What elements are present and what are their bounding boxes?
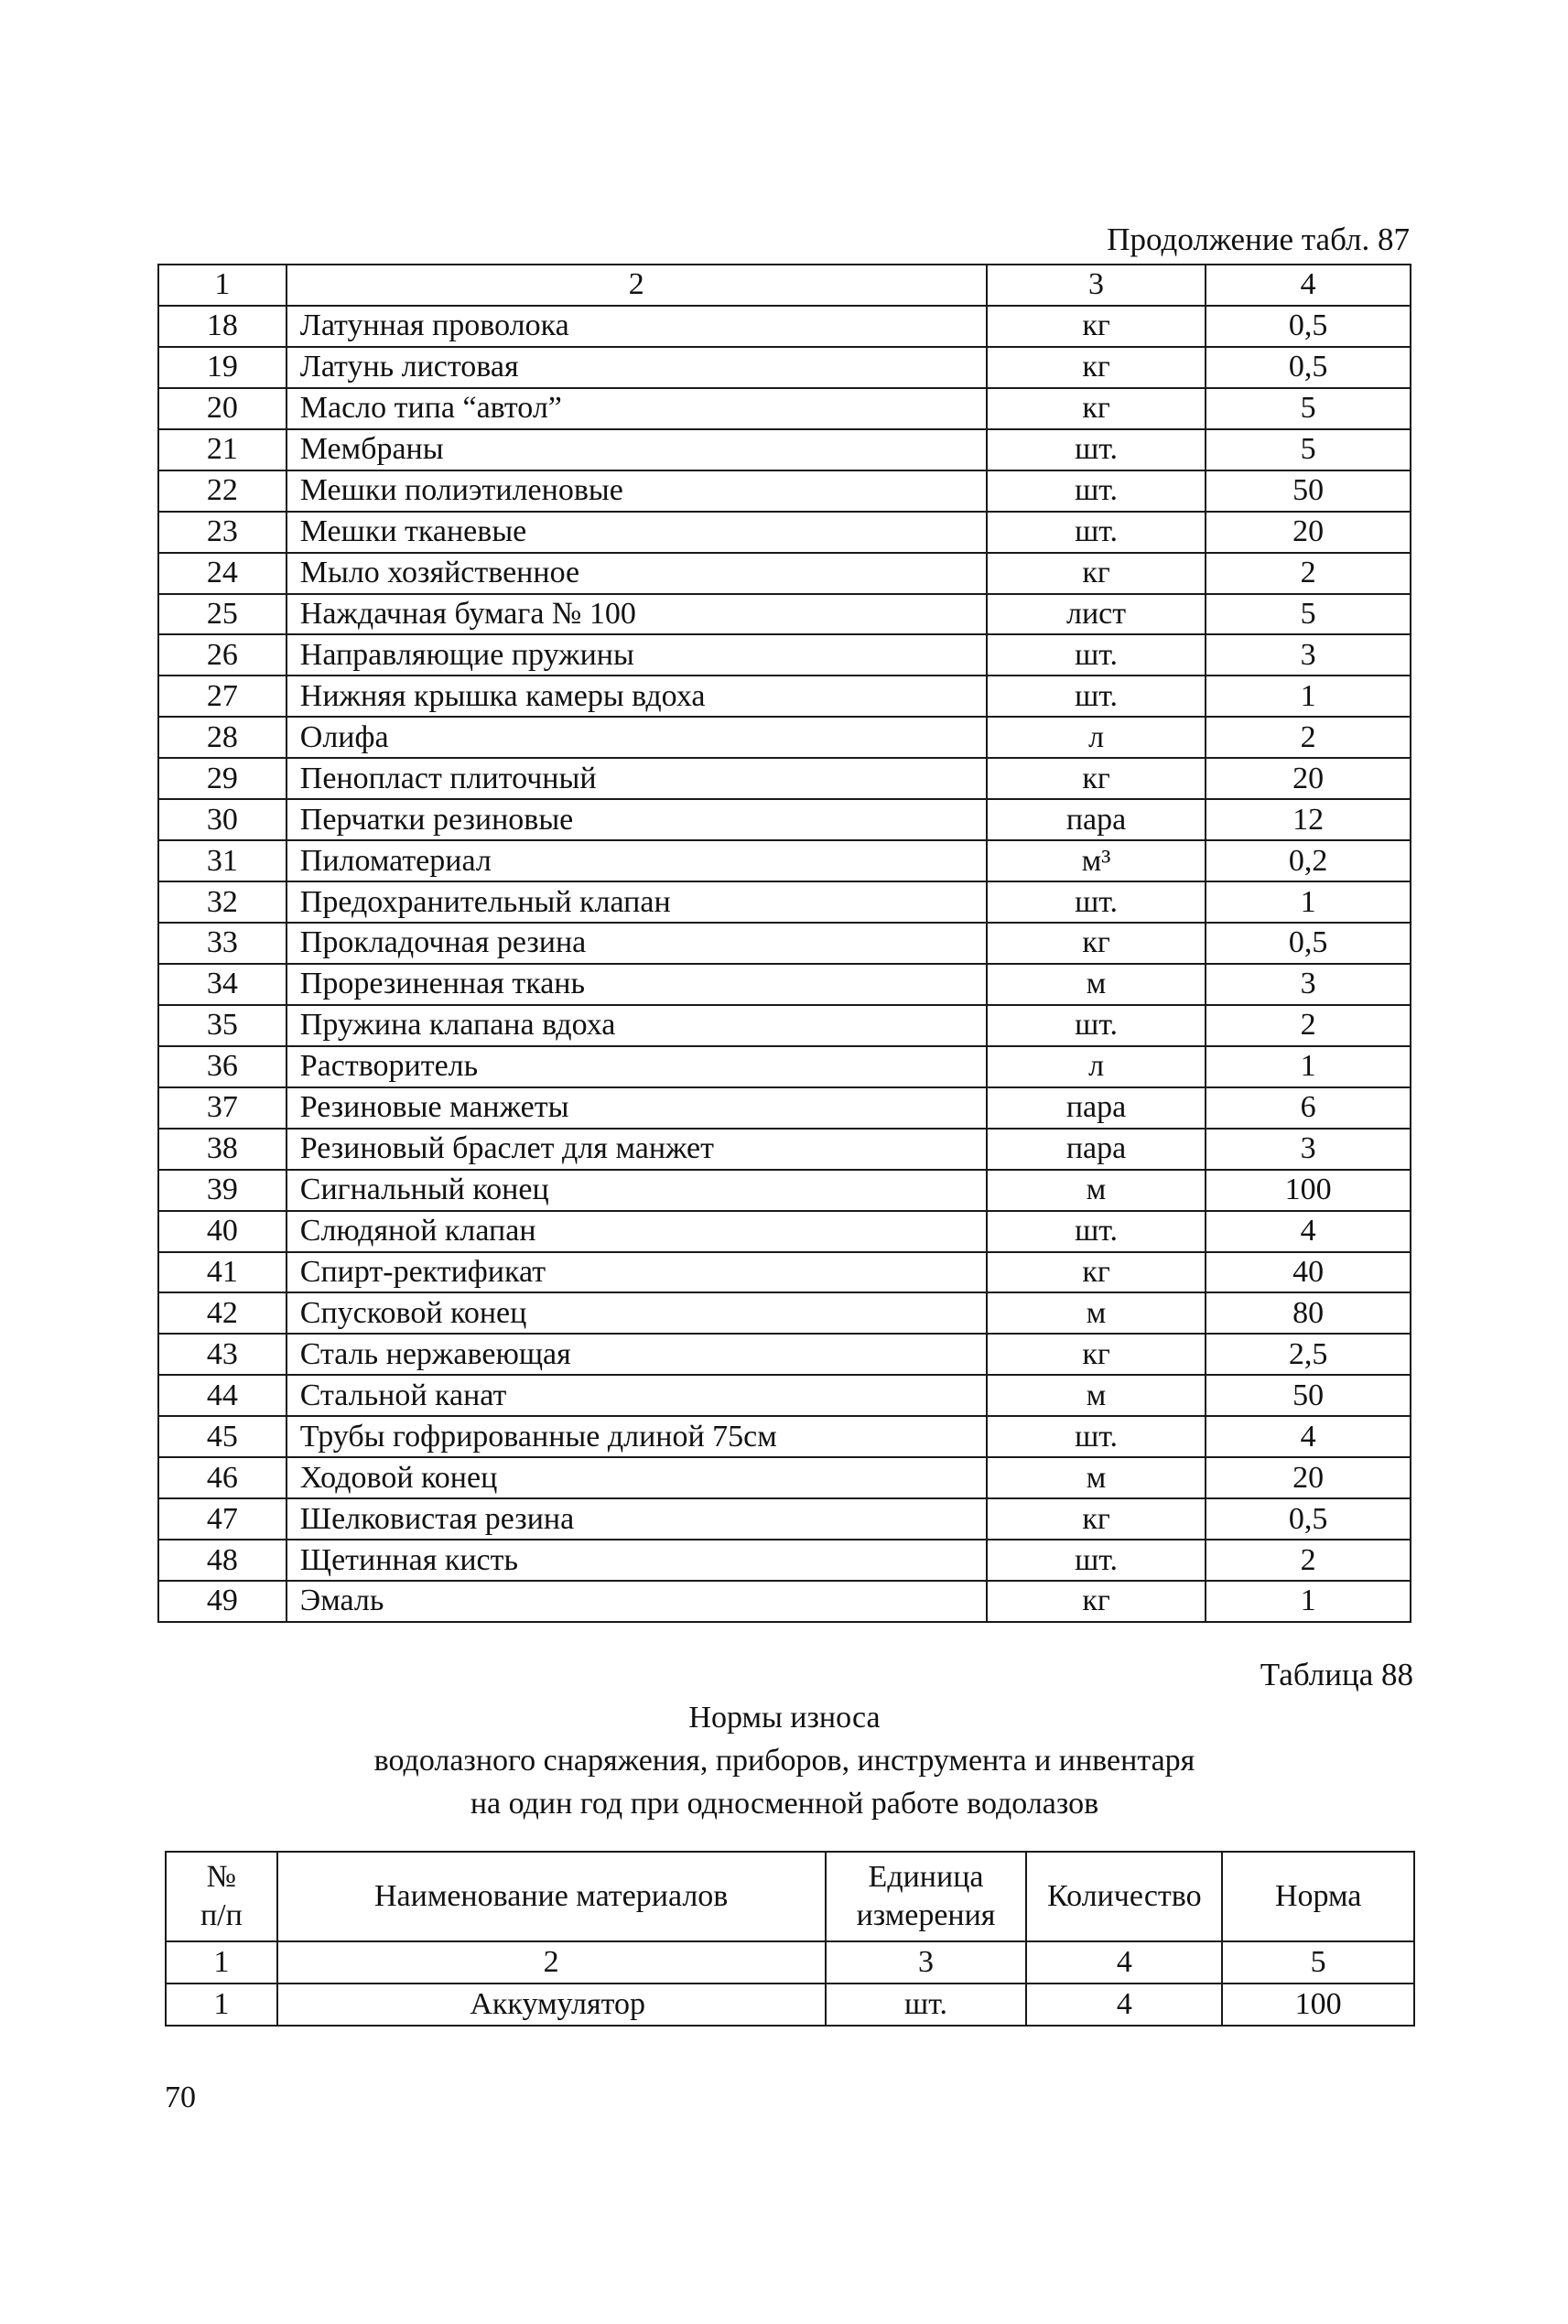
- row-num: 39: [158, 1170, 287, 1211]
- table-88-title-line: на один год при односменной работе водолазов: [470, 1787, 1099, 1821]
- row-unit: шт.: [987, 429, 1206, 470]
- header-qty: Количество: [1026, 1852, 1222, 1941]
- row-num: 34: [158, 964, 287, 1005]
- row-name: Наждачная бумага № 100: [287, 594, 987, 635]
- row-qty: 5: [1206, 429, 1411, 470]
- row-qty: 4: [1026, 1984, 1222, 2026]
- row-name: Спирт-ректификат: [287, 1252, 987, 1293]
- row-name: Эмаль: [287, 1581, 987, 1622]
- row-qty: 3: [1206, 1129, 1411, 1170]
- table-row: [158, 429, 1411, 470]
- table-87-index-cell: 3: [987, 265, 1206, 306]
- table-87-continuation-label: Продолжение табл. 87: [1107, 222, 1410, 257]
- header-unit-line: Единица: [868, 1860, 984, 1894]
- table-87-index-cell: 4: [1206, 265, 1411, 306]
- row-unit: м: [987, 1457, 1206, 1498]
- table-row: [158, 1375, 1411, 1416]
- row-name: Спусковой конец: [287, 1292, 987, 1334]
- row-unit: м: [987, 1292, 1206, 1334]
- row-num: 18: [158, 306, 287, 347]
- row-unit: кг: [987, 388, 1206, 429]
- row-unit: кг: [987, 1498, 1206, 1540]
- table-88-index-cell: 5: [1222, 1941, 1414, 1984]
- table-row: [158, 1129, 1411, 1170]
- row-num: 49: [158, 1581, 287, 1622]
- row-unit: кг: [987, 1581, 1206, 1622]
- row-name: Стальной канат: [287, 1375, 987, 1416]
- row-unit: шт.: [987, 881, 1206, 923]
- table-row: [158, 676, 1411, 717]
- header-num: [166, 1852, 277, 1941]
- table-row: [158, 1416, 1411, 1457]
- table-row: [158, 553, 1411, 594]
- row-unit: пара: [987, 1129, 1206, 1170]
- row-num: 22: [158, 470, 287, 512]
- row-name: Слюдяной клапан: [287, 1211, 987, 1252]
- row-num: 48: [158, 1540, 287, 1581]
- table-88-title-line: Нормы износа: [688, 1701, 881, 1735]
- table-87-index-cell: 1: [158, 265, 287, 306]
- row-num: 23: [158, 512, 287, 553]
- row-name: Масло типа “автол”: [287, 388, 987, 429]
- row-unit: шт.: [987, 470, 1206, 512]
- row-name: Мешки полиэтиленовые: [287, 470, 987, 512]
- row-num: 47: [158, 1498, 287, 1540]
- row-unit: кг: [987, 306, 1206, 347]
- row-name: Прорезиненная ткань: [287, 964, 987, 1005]
- row-unit: лист: [987, 594, 1206, 635]
- header-norm: Норма: [1222, 1852, 1414, 1941]
- row-unit: кг: [987, 1252, 1206, 1293]
- row-norm: 100: [1222, 1984, 1414, 2026]
- row-num: 32: [158, 881, 287, 923]
- table-row: [158, 1005, 1411, 1046]
- row-qty: 6: [1206, 1087, 1411, 1129]
- row-qty: 2: [1206, 553, 1411, 594]
- row-unit: кг: [987, 758, 1206, 799]
- row-unit: шт.: [987, 1211, 1206, 1252]
- row-num: 27: [158, 676, 287, 717]
- row-qty: 0,5: [1206, 347, 1411, 388]
- row-num: 45: [158, 1416, 287, 1457]
- table-88-index-cell: 1: [166, 1941, 277, 1984]
- table-88: [165, 1851, 1415, 2027]
- table-88-index-cell: 2: [277, 1941, 826, 1984]
- row-name: Латунная проволока: [287, 306, 987, 347]
- row-name: Пиломатериал: [287, 840, 987, 881]
- row-qty: 1: [1206, 676, 1411, 717]
- row-name: Шелковистая резина: [287, 1498, 987, 1540]
- row-num: 38: [158, 1129, 287, 1170]
- row-name: Мыло хозяйственное: [287, 553, 987, 594]
- table-row: [158, 840, 1411, 881]
- table-88-index-cell: 4: [1026, 1941, 1222, 1984]
- row-qty: 80: [1206, 1292, 1411, 1334]
- row-qty: 12: [1206, 799, 1411, 840]
- row-qty: 2: [1206, 717, 1411, 758]
- table-88-label: Таблица 88: [1260, 1657, 1413, 1692]
- table-87-index-row: [158, 265, 1411, 306]
- table-row: [158, 388, 1411, 429]
- row-num: 26: [158, 634, 287, 676]
- page-number: 70: [165, 2081, 196, 2114]
- table-row: [158, 799, 1411, 840]
- row-qty: 4: [1206, 1416, 1411, 1457]
- row-qty: 0,2: [1206, 840, 1411, 881]
- row-name: Растворитель: [287, 1046, 987, 1087]
- row-qty: 4: [1206, 1211, 1411, 1252]
- row-name: Аккумулятор: [277, 1984, 826, 2026]
- table-row: [158, 594, 1411, 635]
- row-qty: 20: [1206, 1457, 1411, 1498]
- row-num: 29: [158, 758, 287, 799]
- row-qty: 5: [1206, 594, 1411, 635]
- table-88-body: [166, 1941, 1414, 2026]
- row-num: 43: [158, 1334, 287, 1375]
- table-row: [158, 964, 1411, 1005]
- row-unit: л: [987, 1046, 1206, 1087]
- table-88-index-cell: 3: [826, 1941, 1027, 1984]
- table-88-header-row: [166, 1852, 1414, 1941]
- row-qty: 0,5: [1206, 923, 1411, 964]
- table-row: [158, 717, 1411, 758]
- table-row: [158, 347, 1411, 388]
- row-num: 31: [158, 840, 287, 881]
- row-qty: 1: [1206, 1581, 1411, 1622]
- row-name: Перчатки резиновые: [287, 799, 987, 840]
- row-num: 30: [158, 799, 287, 840]
- row-unit: кг: [987, 553, 1206, 594]
- row-num: 28: [158, 717, 287, 758]
- table-row: [158, 1170, 1411, 1211]
- table-row: [158, 1457, 1411, 1498]
- header-name: Наименование материалов: [277, 1852, 826, 1941]
- row-unit: шт.: [987, 634, 1206, 676]
- row-name: Резиновые манжеты: [287, 1087, 987, 1129]
- table-row: [158, 1334, 1411, 1375]
- table-row: [158, 758, 1411, 799]
- table-row: [158, 512, 1411, 553]
- row-unit: м: [987, 964, 1206, 1005]
- table-row: [158, 634, 1411, 676]
- row-unit: кг: [987, 923, 1206, 964]
- row-name: Латунь листовая: [287, 347, 987, 388]
- row-unit: л: [987, 717, 1206, 758]
- table-row: [158, 1540, 1411, 1581]
- row-num: 36: [158, 1046, 287, 1087]
- row-qty: 5: [1206, 388, 1411, 429]
- row-name: Олифа: [287, 717, 987, 758]
- table-row: [166, 1984, 1414, 2026]
- row-qty: 2: [1206, 1005, 1411, 1046]
- row-num: 25: [158, 594, 287, 635]
- row-qty: 1: [1206, 881, 1411, 923]
- row-unit: м³: [987, 840, 1206, 881]
- row-name: Сталь нержавеющая: [287, 1334, 987, 1375]
- row-name: Направляющие пружины: [287, 634, 987, 676]
- row-name: Мешки тканевые: [287, 512, 987, 553]
- row-name: Ходовой конец: [287, 1457, 987, 1498]
- row-num: 42: [158, 1292, 287, 1334]
- table-row: [158, 923, 1411, 964]
- table-row: [158, 1581, 1411, 1622]
- table-row: [158, 1498, 1411, 1540]
- row-qty: 50: [1206, 470, 1411, 512]
- table-87-body: [158, 306, 1411, 1622]
- row-num: 37: [158, 1087, 287, 1129]
- row-num: 1: [166, 1984, 277, 2026]
- row-num: 41: [158, 1252, 287, 1293]
- row-qty: 2: [1206, 1540, 1411, 1581]
- row-qty: 100: [1206, 1170, 1411, 1211]
- row-unit: шт.: [987, 1540, 1206, 1581]
- row-qty: 3: [1206, 964, 1411, 1005]
- table-row: [158, 1292, 1411, 1334]
- row-qty: 0,5: [1206, 306, 1411, 347]
- row-unit: м: [987, 1170, 1206, 1211]
- row-name: Щетинная кисть: [287, 1540, 987, 1581]
- row-num: 19: [158, 347, 287, 388]
- row-unit: шт.: [987, 1416, 1206, 1457]
- header-num-line: №: [206, 1860, 237, 1894]
- row-qty: 40: [1206, 1252, 1411, 1293]
- table-row: [158, 1252, 1411, 1293]
- row-name: Мембраны: [287, 429, 987, 470]
- table-row: [158, 881, 1411, 923]
- row-qty: 0,5: [1206, 1498, 1411, 1540]
- table-88-index-row: [166, 1941, 1414, 1984]
- row-name: Прокладочная резина: [287, 923, 987, 964]
- row-num: 40: [158, 1211, 287, 1252]
- row-name: Нижняя крышка камеры вдоха: [287, 676, 987, 717]
- row-name: Пружина клапана вдоха: [287, 1005, 987, 1046]
- table-88-title: [157, 1696, 1411, 1825]
- header-unit-line: измерения: [856, 1898, 996, 1932]
- row-num: 33: [158, 923, 287, 964]
- row-name: Сигнальный конец: [287, 1170, 987, 1211]
- row-unit: шт.: [826, 1984, 1027, 2026]
- row-name: Пенопласт плиточный: [287, 758, 987, 799]
- row-num: 24: [158, 553, 287, 594]
- row-unit: пара: [987, 799, 1206, 840]
- row-qty: 20: [1206, 512, 1411, 553]
- row-num: 20: [158, 388, 287, 429]
- row-unit: шт.: [987, 512, 1206, 553]
- table-row: [158, 1087, 1411, 1129]
- table-87: [157, 264, 1411, 1623]
- row-unit: м: [987, 1375, 1206, 1416]
- header-unit: [826, 1852, 1027, 1941]
- row-num: 21: [158, 429, 287, 470]
- row-name: Предохранительный клапан: [287, 881, 987, 923]
- row-unit: пара: [987, 1087, 1206, 1129]
- row-unit: кг: [987, 347, 1206, 388]
- table-row: [158, 1211, 1411, 1252]
- row-num: 46: [158, 1457, 287, 1498]
- row-num: 44: [158, 1375, 287, 1416]
- row-qty: 1: [1206, 1046, 1411, 1087]
- row-unit: кг: [987, 1334, 1206, 1375]
- row-num: 35: [158, 1005, 287, 1046]
- header-num-line: п/п: [200, 1898, 243, 1932]
- row-qty: 2,5: [1206, 1334, 1411, 1375]
- row-unit: шт.: [987, 676, 1206, 717]
- table-row: [158, 306, 1411, 347]
- row-unit: шт.: [987, 1005, 1206, 1046]
- table-88-title-line: водолазного снаряжения, приборов, инструмента и инвентаря: [373, 1744, 1195, 1778]
- table-87-index-cell: 2: [287, 265, 987, 306]
- table-row: [158, 470, 1411, 512]
- table-row: [158, 1046, 1411, 1087]
- row-qty: 20: [1206, 758, 1411, 799]
- row-qty: 50: [1206, 1375, 1411, 1416]
- row-qty: 3: [1206, 634, 1411, 676]
- row-name: Резиновый браслет для манжет: [287, 1129, 987, 1170]
- row-name: Трубы гофрированные длиной 75см: [287, 1416, 987, 1457]
